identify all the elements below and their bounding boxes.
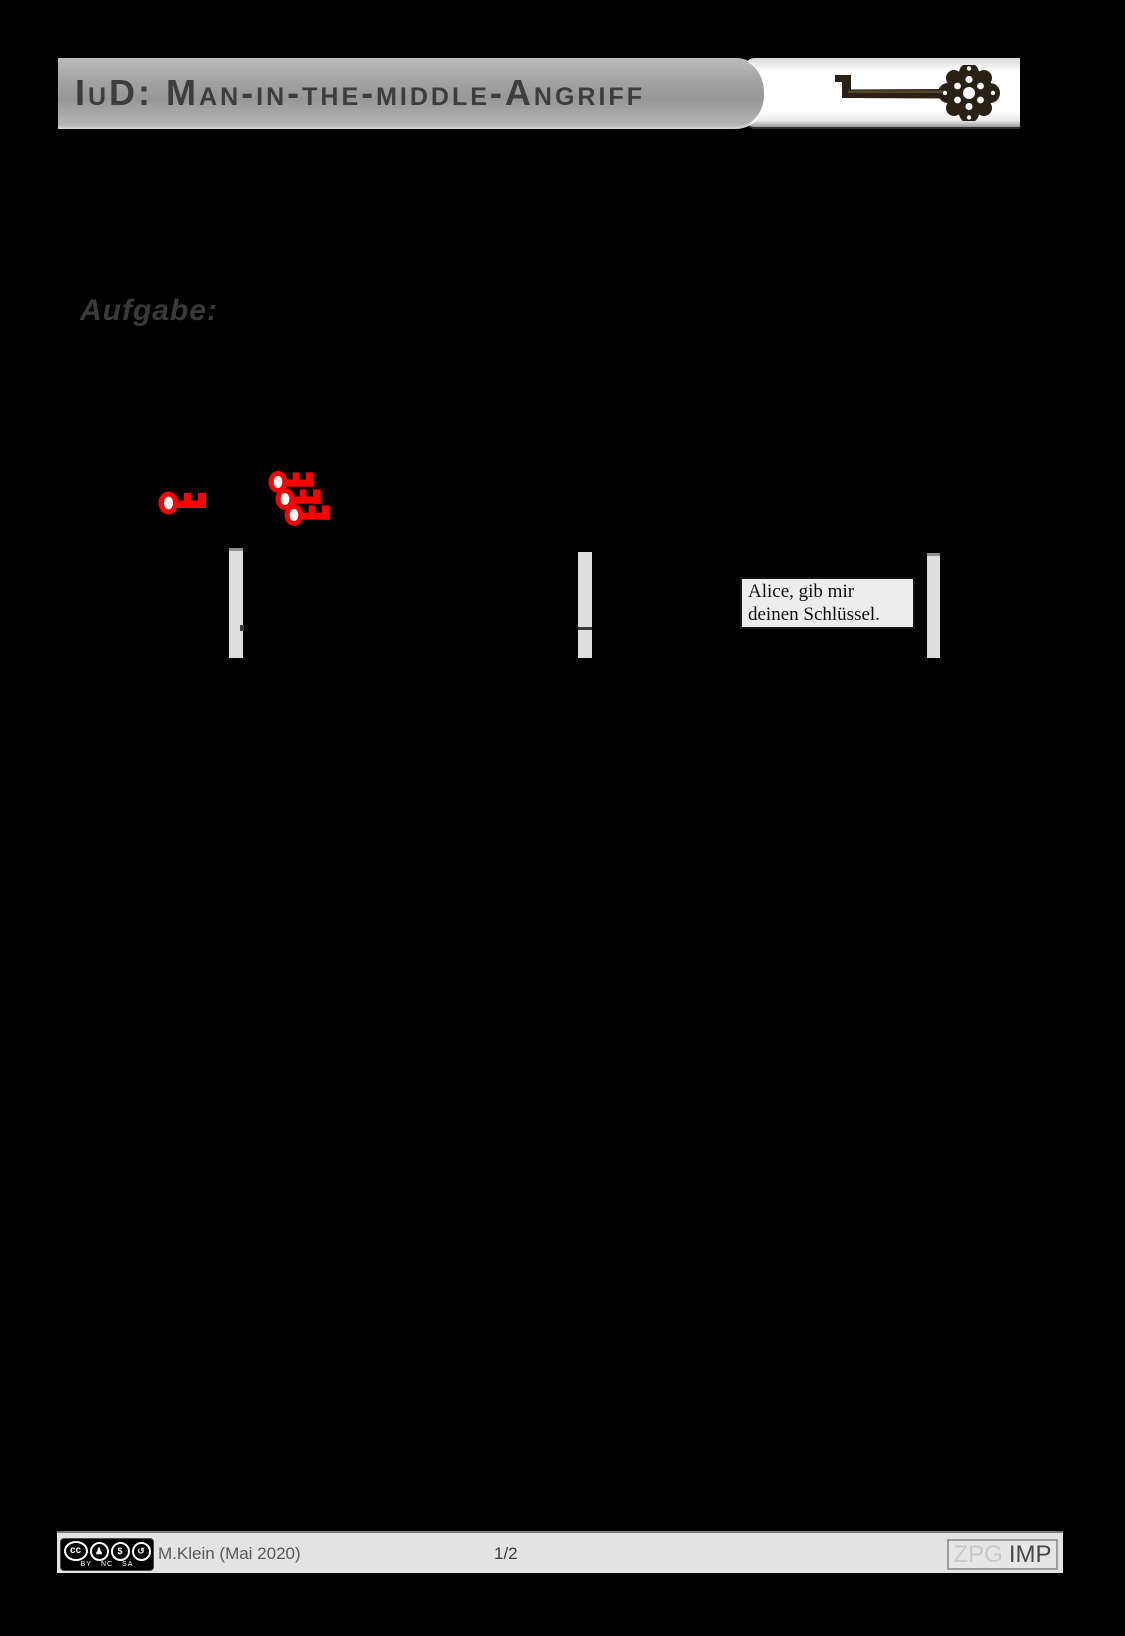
task-label: Aufgabe:: [80, 294, 218, 327]
cc-sa-label: SA: [122, 1560, 134, 1568]
cc-sa-icon: ↺: [132, 1542, 151, 1561]
imp-label: IMP: [1008, 1540, 1052, 1568]
footer-bar: [57, 1531, 1063, 1573]
alice-activation-bar: [229, 548, 243, 658]
header-banner: [58, 58, 1020, 127]
cc-labels-row: [81, 1561, 134, 1568]
page-title: IuD: Man-in-the-middle-Angriff: [75, 71, 645, 113]
page-number: 1/2: [494, 1544, 518, 1563]
cc-license-badge[interactable]: [60, 1538, 154, 1571]
activation-cap: [229, 548, 243, 551]
cc-nc-icon: $: [111, 1542, 130, 1561]
antique-key-icon: [832, 65, 1007, 121]
zpg-label: ZPG: [953, 1540, 1003, 1568]
message-crossline: [578, 627, 592, 630]
zpg-imp-badge: [947, 1539, 1058, 1570]
cc-icons-row: [64, 1542, 151, 1561]
cc-by-label: BY: [80, 1560, 92, 1568]
message-line: deinen Schlüssel.: [748, 604, 880, 625]
title-band: [58, 58, 764, 129]
alice-key-icon: [158, 484, 208, 518]
cc-icon: cc: [64, 1541, 88, 1561]
author-credit: M.Klein (Mai 2020): [158, 1544, 301, 1563]
mallory-activation-bar: [578, 552, 592, 658]
activation-cap: [927, 553, 940, 556]
cc-nc-label: NC: [100, 1560, 114, 1568]
message-box: [740, 577, 915, 629]
stolen-keys-icon: [266, 466, 338, 528]
message-line: Alice, gib mir: [748, 581, 855, 602]
bob-activation-bar: [927, 553, 940, 658]
cc-by-icon: ♟: [90, 1542, 109, 1561]
arrowhead-notch: [240, 625, 244, 631]
header-key-panel: [737, 58, 1020, 129]
